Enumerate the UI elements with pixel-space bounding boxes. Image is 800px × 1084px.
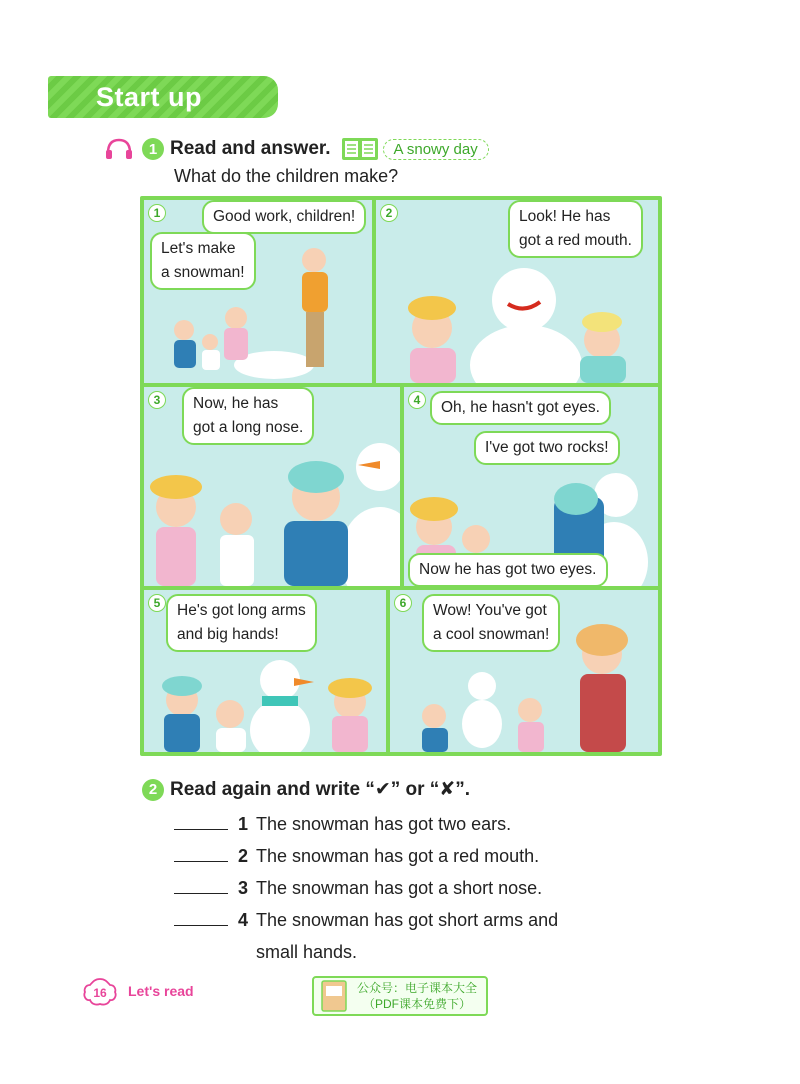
comic-panel-5	[144, 590, 386, 752]
comic-panel-3	[144, 387, 400, 586]
exercise-item-4: 4 The snowman has got short arms and	[174, 910, 558, 931]
exercise-item-4-continued: small hands.	[256, 942, 358, 962]
page-number-flower-icon	[82, 977, 118, 1007]
stamp-line-2: （PDF课本免费下）	[362, 997, 471, 1011]
section1-header	[104, 136, 489, 162]
answer-blank[interactable]	[174, 814, 228, 830]
comic-panel-6	[390, 590, 658, 752]
exercise-item-1: 1 The snowman has got two ears.	[174, 814, 511, 835]
section2-number: 2	[142, 779, 164, 801]
headphones-icon[interactable]	[104, 137, 134, 161]
section-banner	[48, 76, 278, 118]
speech-bubble: Now he has got two eyes.	[408, 553, 608, 586]
section2-heading: Read again and write “✔” or “✘”.	[170, 779, 471, 800]
book-cover-icon	[320, 979, 348, 1013]
answer-blank[interactable]	[174, 846, 228, 862]
banner-title: Start up	[96, 82, 203, 112]
panel-number: 4	[408, 391, 426, 409]
section1-question: What do the children make?	[174, 166, 399, 186]
section2-header	[142, 778, 470, 801]
speech-bubble: He's got long arms and big hands!	[166, 594, 317, 652]
panel-number: 1	[148, 204, 166, 222]
exercise-item-3: 3 The snowman has got a short nose.	[174, 878, 542, 899]
stamp-line-1: 公众号：电子课本大全	[356, 981, 477, 995]
answer-blank[interactable]	[174, 878, 228, 894]
story-title-tag: A snowy day	[383, 139, 489, 160]
speech-bubble: Now, he has got a long nose.	[182, 387, 314, 445]
comic-strip	[140, 196, 662, 756]
comic-panel-1	[144, 200, 372, 383]
panel-number: 3	[148, 391, 166, 409]
panel-number: 2	[380, 204, 398, 222]
footer-label: Let's read	[128, 983, 194, 999]
section1-number: 1	[142, 138, 164, 160]
book-icon	[341, 136, 379, 162]
answer-blank[interactable]	[174, 910, 228, 926]
comic-panel-4	[404, 387, 658, 586]
watermark-stamp	[312, 976, 488, 1016]
page-number: 16	[93, 986, 107, 1000]
speech-bubble: I've got two rocks!	[474, 431, 620, 465]
speech-bubble: Good work, children!	[202, 200, 366, 234]
speech-bubble: Let's make a snowman!	[150, 232, 256, 290]
comic-panel-2	[376, 200, 658, 383]
exercise-item-2: 2 The snowman has got a red mouth.	[174, 846, 539, 867]
speech-bubble: Wow! You've got a cool snowman!	[422, 594, 560, 652]
panel-number: 6	[394, 594, 412, 612]
section1-heading: Read and answer.	[170, 138, 331, 159]
panel-number: 5	[148, 594, 166, 612]
speech-bubble: Look! He has got a red mouth.	[508, 200, 643, 258]
speech-bubble: Oh, he hasn't got eyes.	[430, 391, 611, 425]
